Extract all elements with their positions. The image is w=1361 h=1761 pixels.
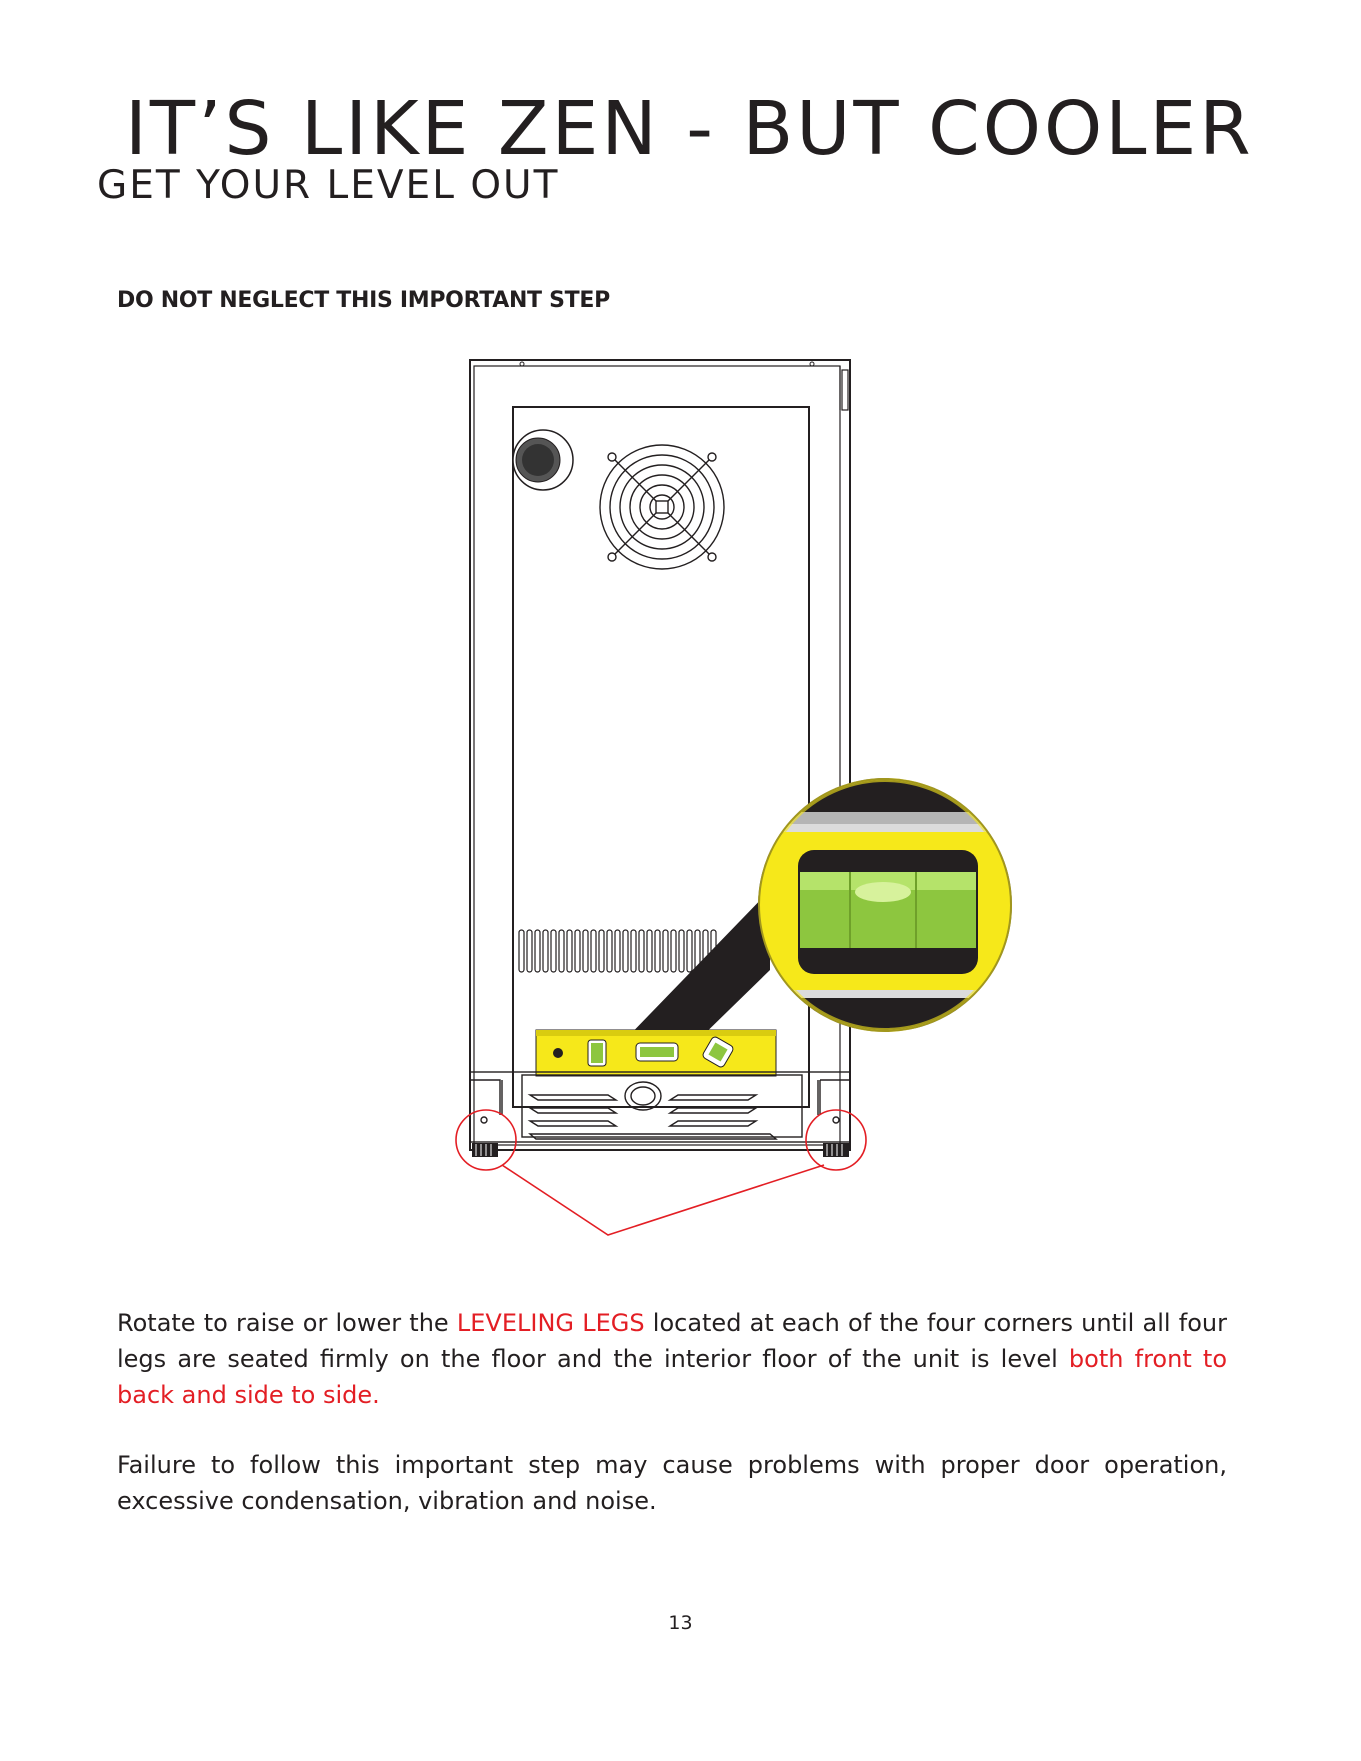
warning-heading: DO NOT NEGLECT THIS IMPORTANT STEP: [117, 288, 610, 313]
interior-light-icon: [513, 430, 573, 490]
leveling-legs-highlight: LEVELING LEGS: [456, 1309, 645, 1337]
spirit-level-icon: [536, 1030, 776, 1076]
page-number: 13: [668, 1612, 693, 1634]
leveling-leg-left-icon: [472, 1143, 498, 1157]
instruction-text-1: Rotate to raise or lower the: [117, 1309, 457, 1337]
instruction-paragraph: [117, 1305, 1227, 1413]
failure-warning-paragraph: Failure to follow this important step may cause problems with proper door operation, excessive condensation, vibration and noise.: [117, 1451, 1227, 1515]
page-title: IT’S LIKE ZEN - BUT COOLER: [125, 86, 1254, 172]
leveling-leg-right-icon: [823, 1143, 849, 1157]
section-subtitle: GET YOUR LEVEL OUT: [97, 163, 560, 208]
leveling-leg-callout: [456, 1110, 866, 1235]
beverage-cooler-illustration: [440, 350, 1080, 1300]
level-direction-highlight: both front to back and side to side.: [117, 1345, 1227, 1409]
instruction-text-2: located at each of the four corners until all four legs are seated firmly on the floor and the interior floor of the unit is level: [117, 1309, 1227, 1373]
